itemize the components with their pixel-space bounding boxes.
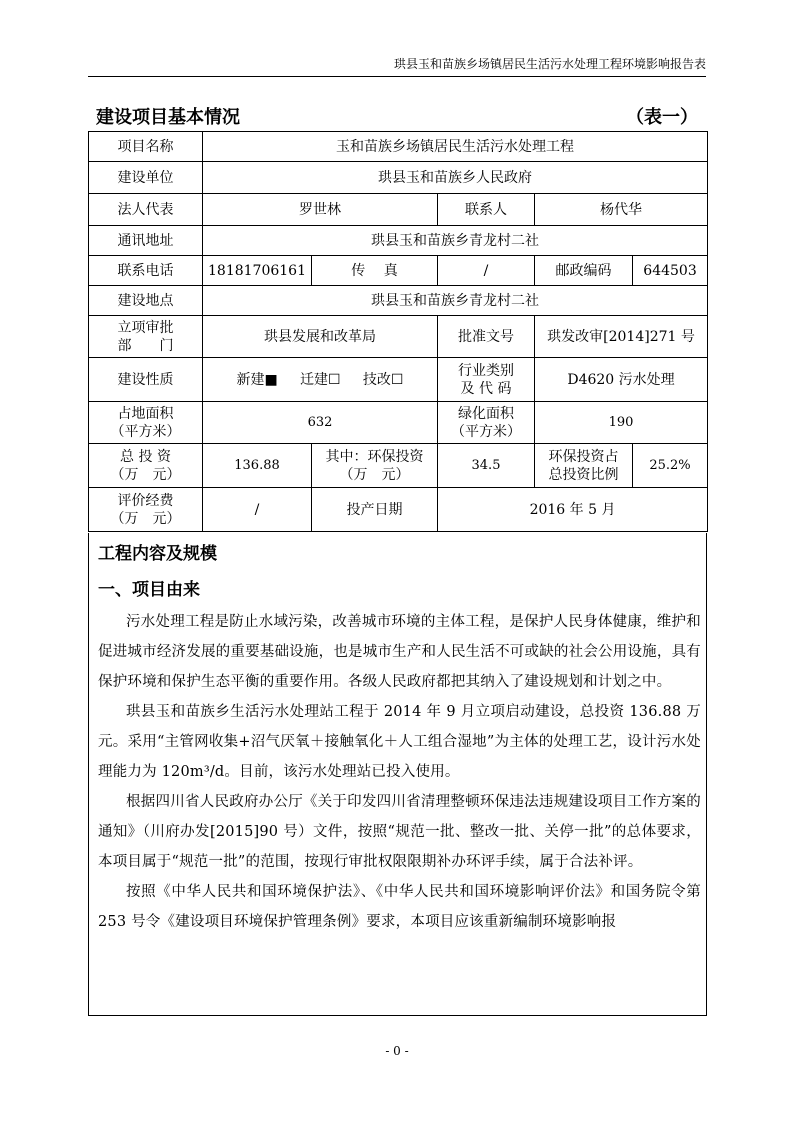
ratio-value: 25.2% [633,444,708,488]
ratio-label [535,444,633,488]
fee-label-line1: 评价经费 [117,492,174,509]
nature-new-checkbox: 新建■ [236,371,278,388]
document-header: 珙县玉和苗族乡场镇居民生活污水处理工程环境影响报告表 [393,57,706,71]
table-row [89,316,708,358]
site-value: 珙县玉和苗族乡青龙村二社 [203,286,708,316]
nature-label: 建设性质 [89,358,203,402]
legal-value: 罗世林 [203,194,438,226]
area-label [89,402,203,444]
content-paragraphs [98,607,701,937]
project-name-label: 项目名称 [89,132,203,162]
table-row [89,194,708,226]
phone-value: 18181706161 [203,256,312,286]
nature-reform-checkbox: 技改☐ [362,371,404,388]
unit-value: 珙县玉和苗族乡人民政府 [203,162,708,194]
content-subheading: 一、项目由来 [98,580,200,600]
industry-value: D4620 污水处理 [535,358,708,402]
contact-value: 杨代华 [535,194,708,226]
table-row [89,358,708,402]
paragraph: 污水处理工程是防止水域污染，改善城市环境的主体工程，是保护人民身体健康，维护和促进城市经济发展的重要基础设施，也是城市生产和人民生活不可或缺的社会公用设施，具有保护环境和保护生态平衡的重要作用。各级人民政府都把其纳入了建设规划和计划之中。 [98,614,701,690]
table-row [89,132,708,162]
fee-value: / [203,488,312,532]
green-value: 190 [535,402,708,444]
ratio-label-line2: 总投资比例 [548,466,619,483]
fax-value: / [438,256,535,286]
approval-dept-label-line1: 立项审批 [117,319,174,336]
site-label: 建设地点 [89,286,203,316]
area-label-line2: （平方米） [110,423,181,440]
area-label-line1: 占地面积 [117,405,174,422]
approval-dept-value: 珙县发展和改革局 [203,316,438,358]
date-value: 2016 年 5 月 [438,488,708,532]
invest-label-line1: 总 投 资 [120,448,171,465]
fee-label [89,488,203,532]
nature-options [203,358,438,402]
contact-label: 联系人 [438,194,535,226]
invest-value: 136.88 [203,444,312,488]
address-label: 通讯地址 [89,226,203,256]
table-row [89,402,708,444]
green-label [438,402,535,444]
fee-label-line2: （万 元） [110,510,181,527]
approval-dept-label [89,316,203,358]
env-invest-value: 34.5 [438,444,535,488]
section-title-bar [96,103,698,127]
ratio-label-line1: 环保投资占 [548,448,619,465]
fax-label: 传 真 [312,256,438,286]
table-row [89,488,708,532]
date-label: 投产日期 [312,488,438,532]
section-title: 建设项目基本情况 [96,107,240,128]
table-row [89,286,708,316]
paragraph: 珙县玉和苗族乡生活污水处理站工程于 2014 年 9 月立项启动建设，总投资 136.88 万元。采用“主管网收集+沼气厌氧＋接触氧化＋人工组合湿地”为主体的处理工艺，设计污水处理能力为 120m³/d。目前，该污水处理站已投入使用。 [98,704,701,780]
industry-label-line2: 及 代 码 [460,380,512,397]
approval-no-label: 批准文号 [438,316,535,358]
page-number: - 0 - [385,1044,409,1058]
postcode-value: 644503 [633,256,708,286]
approval-dept-label-line2: 部 门 [117,337,174,354]
table-row [89,256,708,286]
table-row [89,444,708,488]
industry-label [438,358,535,402]
industry-label-line1: 行业类别 [458,362,514,379]
green-label-line2: （平方米） [451,423,521,440]
invest-label-line2: （万 元） [110,466,181,483]
paragraph: 按照《中华人民共和国环境保护法》、《中华人民共和国环境影响评价法》和国务院令第 253 号令《建设项目环境保护管理条例》要求，本项目应该重新编制环境影响报 [98,884,701,930]
area-value: 632 [203,402,438,444]
project-info-table [88,131,708,532]
env-invest-label-line1: 其中：环保投资 [325,448,424,465]
legal-label: 法人代表 [89,194,203,226]
content-box [88,533,707,1016]
project-name-value: 玉和苗族乡场镇居民生活污水处理工程 [203,132,708,162]
env-invest-label [312,444,438,488]
address-value: 珙县玉和苗族乡青龙村二社 [203,226,708,256]
unit-label: 建设单位 [89,162,203,194]
table-number: （表一） [626,107,698,128]
phone-label: 联系电话 [89,256,203,286]
header-divider [88,76,706,77]
postcode-label: 邮政编码 [535,256,633,286]
env-invest-label-line2: （万 元） [339,466,410,483]
green-label-line1: 绿化面积 [458,405,514,422]
table-row [89,226,708,256]
paragraph: 根据四川省人民政府办公厅《关于印发四川省清理整顿环保违法违规建设项目工作方案的通知》（川府办发[2015]90 号）文件，按照“规范一批、整改一批、关停一批”的总体要求，本项目属于“规范一批”的范围，按现行审批权限限期补办环评手续，属于合法补评。 [98,794,701,870]
approval-no-value: 珙发改审[2014]271 号 [535,316,708,358]
nature-move-checkbox: 迁建☐ [300,371,341,388]
invest-label [89,444,203,488]
content-heading: 工程内容及规模 [98,544,217,564]
table-row [89,162,708,194]
